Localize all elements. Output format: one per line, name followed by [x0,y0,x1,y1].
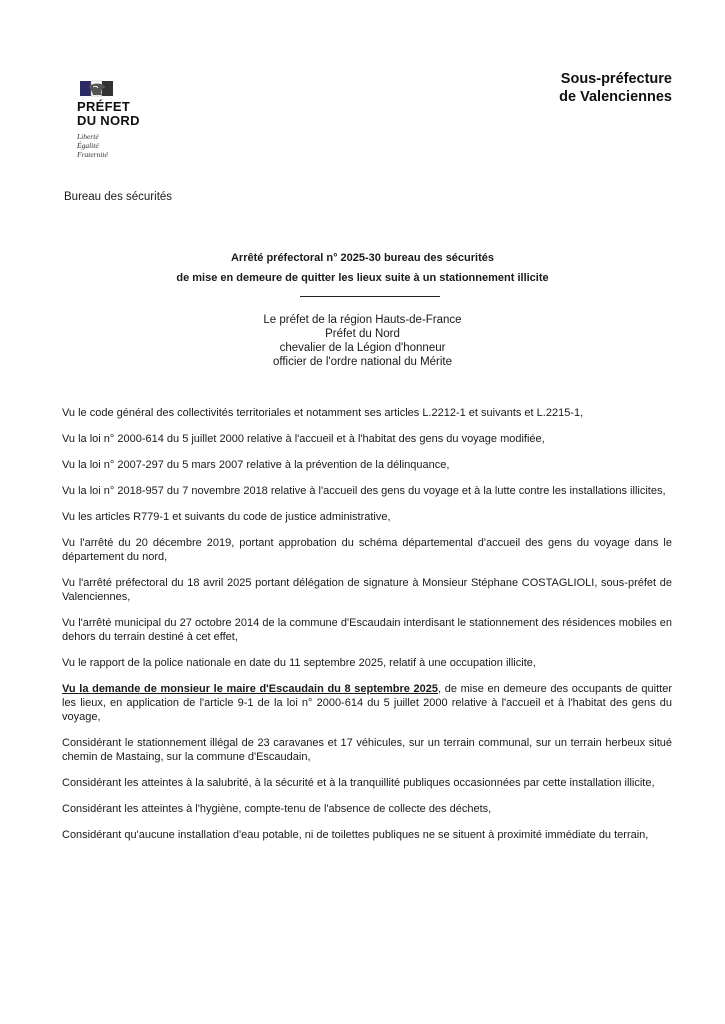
visa-paragraph: Vu l'arrêté municipal du 27 octobre 2014 de la commune d'Escaudain interdisant le stationnement des résidences mobiles en dehors du terrain destiné à cet effet, [62,617,672,643]
motto-egalite: Égalité [77,141,99,150]
prefet-du-nord-logo [77,78,187,159]
motto-fraternite: Fraternité [77,150,108,159]
visa-paragraph: Vu l'arrêté du 20 décembre 2019, portant approbation du schéma départemental d'accueil des gens du voyage dans le département du nord, [62,537,672,563]
authority-line: Préfet du Nord [325,328,400,340]
title-line-2: de mise en demeure de quitter les lieux suite à un stationnement illicite [176,272,549,284]
visa-paragraph: Vu la loi n° 2007-297 du 5 mars 2007 relative à la prévention de la délinquance, [62,459,450,471]
demande-rest: , de mise en demeure des occupants de quitter les lieux, en application de l'article 9-1 de la loi n° 2000-614 du 5 juillet 2000 relative à l'accueil et à l'habitat des gens du voyage, [62,683,672,723]
considerant-paragraph: Considérant les atteintes à la salubrité, à la sécurité et à la tranquillité publiques occasionnées par cette installation illicite, [62,777,655,789]
visa-paragraph: Vu l'arrêté préfectoral du 18 avril 2025 portant délégation de signature à Monsieur Stéphane COSTAGLIOLI, sous-préfet de Valenciennes, [62,577,672,603]
prefet-wordmark [77,100,187,128]
title-divider [300,296,440,297]
arrete-title [0,248,725,288]
office-line-1: Sous-préfecture [560,71,672,87]
visas-and-considerants [62,406,672,854]
authority-block [0,313,725,369]
title-line-1: Arrêté préfectoral n° 2025-30 bureau des sécurités [230,252,495,264]
visa-paragraph: Vu les articles R779-1 et suivants du code de justice administrative, [62,511,391,523]
visa-paragraph: Vu la loi n° 2000-614 du 5 juillet 2000 relative à l'accueil et à l'habitat des gens du voyage modifiée, [62,433,545,445]
authority-line: officier de l'ordre national du Mérite [272,356,453,368]
considerant-paragraph: Considérant le stationnement illégal de 23 caravanes et 17 véhicules, sur un terrain communal, sur un terrain herbeux situé chemin de Mastaing, sur la commune d'Escaudain, [62,737,672,763]
logo-line-du-nord: DU NORD [77,113,140,128]
republic-motto [77,132,187,159]
logo-line-prefet: PRÉFET [77,99,131,114]
authority-line: chevalier de la Légion d'honneur [279,342,446,354]
demande-paragraph [62,682,672,724]
office-line-2: de Valenciennes [559,89,672,105]
bureau-label: Bureau des sécurités [64,191,173,203]
visa-paragraph: Vu la loi n° 2018-957 du 7 novembre 2018 relative à l'accueil des gens du voyage et à la lutte contre les installations illicites, [62,485,666,497]
considerant-paragraph: Considérant les atteintes à l'hygiène, compte-tenu de l'absence de collecte des déchets, [62,803,492,815]
considerant-paragraph: Considérant qu'aucune installation d'eau potable, ni de toilettes publiques ne se situent à proximité immédiate du terrain, [62,829,649,841]
demande-emphasis: Vu la demande de monsieur le maire d'Escaudain du 8 septembre 2025 [62,683,439,695]
sous-prefecture-heading [559,70,672,106]
visa-paragraph: Vu le rapport de la police nationale en date du 11 septembre 2025, relatif à une occupation illicite, [62,657,536,669]
marianne-icon [80,78,120,98]
visa-paragraph: Vu le code général des collectivités territoriales et notamment ses articles L.2212-1 et suivants et L.2215-1, [62,407,584,419]
motto-liberte: Liberté [77,132,99,141]
authority-line: Le préfet de la région Hauts-de-France [263,314,462,326]
